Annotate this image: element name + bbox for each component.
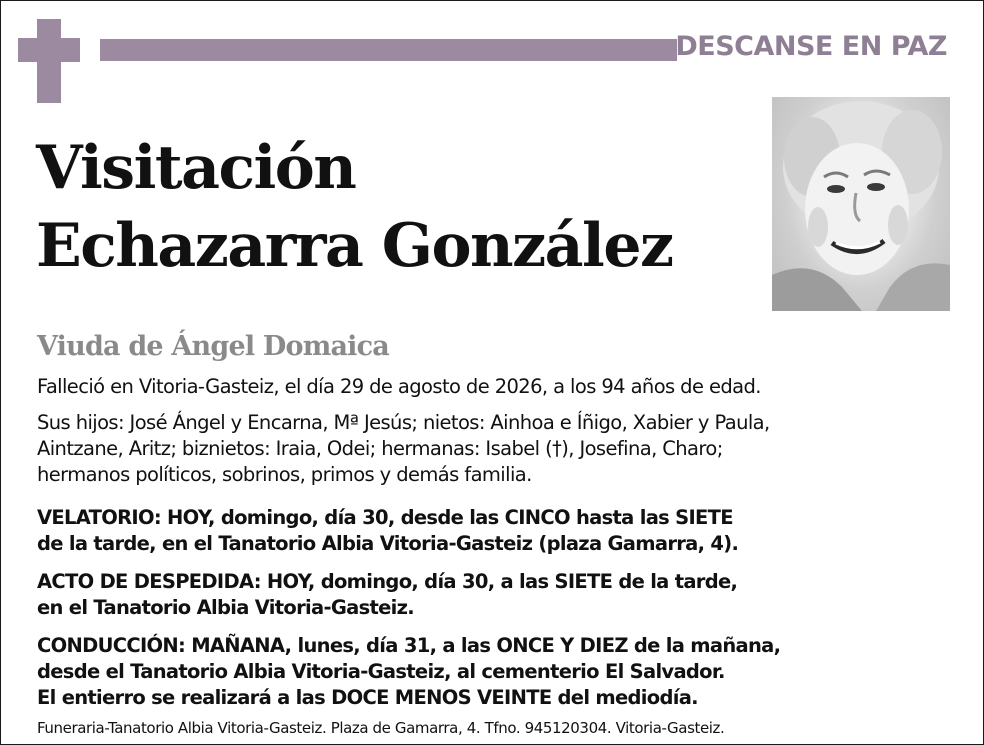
latin-cross-icon-bar [18,38,80,62]
funeral-home-footer: Funeraria-Tanatorio Albia Vitoria-Gasteiz. Plaza de Gamarra, 4. Tfno. 945120304. Vitoria-Gasteiz. [37,719,725,737]
velatorio-info [37,505,957,557]
deceased-name-line1: Visitación [36,133,356,203]
death-notice [37,374,957,400]
family-line-1: Sus hijos: José Ángel y Encarna, Mª Jesús; nietos: Ainhoa e Íñigo, Xabier y Paula, [37,411,770,434]
despedida-line-2: en el Tanatorio Albia Vitoria-Gasteiz. [37,596,415,619]
despedida-info [37,569,957,621]
conduccion-line-2: desde el Tanatorio Albia Vitoria-Gasteiz, al cementerio El Salvador. [37,660,725,683]
velatorio-line-2: de la tarde, en el Tanatorio Albia Vitoria-Gasteiz (plaza Gamarra, 4). [37,532,739,555]
death-notice-line: Falleció en Vitoria-Gasteiz, el día 29 de agosto de 2026, a los 94 años de edad. [37,375,761,398]
deceased-name [36,129,673,285]
deceased-name-line2: Echazarra González [36,211,673,281]
portrait-photo [772,97,950,311]
header-label: DESCANSE EN PAZ [675,31,947,62]
conduccion-info [37,633,957,711]
family-line-2: Aintzane, Aritz; biznietos: Iraia, Odei; hermanas: Isabel (†), Josefina, Charo; [37,437,723,460]
despedida-line-1: ACTO DE DESPEDIDA: HOY, domingo, día 30, a las SIETE de la tarde, [37,570,738,593]
conduccion-line-1: CONDUCCIÓN: MAÑANA, lunes, día 31, a las ONCE Y DIEZ de la mañana, [37,634,781,657]
family-line-3: hermanos políticos, sobrinos, primos y demás familia. [37,463,532,486]
velatorio-line-1: VELATORIO: HOY, domingo, día 30, desde las CINCO hasta las SIETE [37,506,733,529]
conduccion-line-3: El entierro se realizará a las DOCE MENOS VEINTE del mediodía. [37,686,698,709]
header-rule [100,39,677,61]
widow-of: Viuda de Ángel Domaica [37,331,389,362]
family-list [37,410,957,488]
